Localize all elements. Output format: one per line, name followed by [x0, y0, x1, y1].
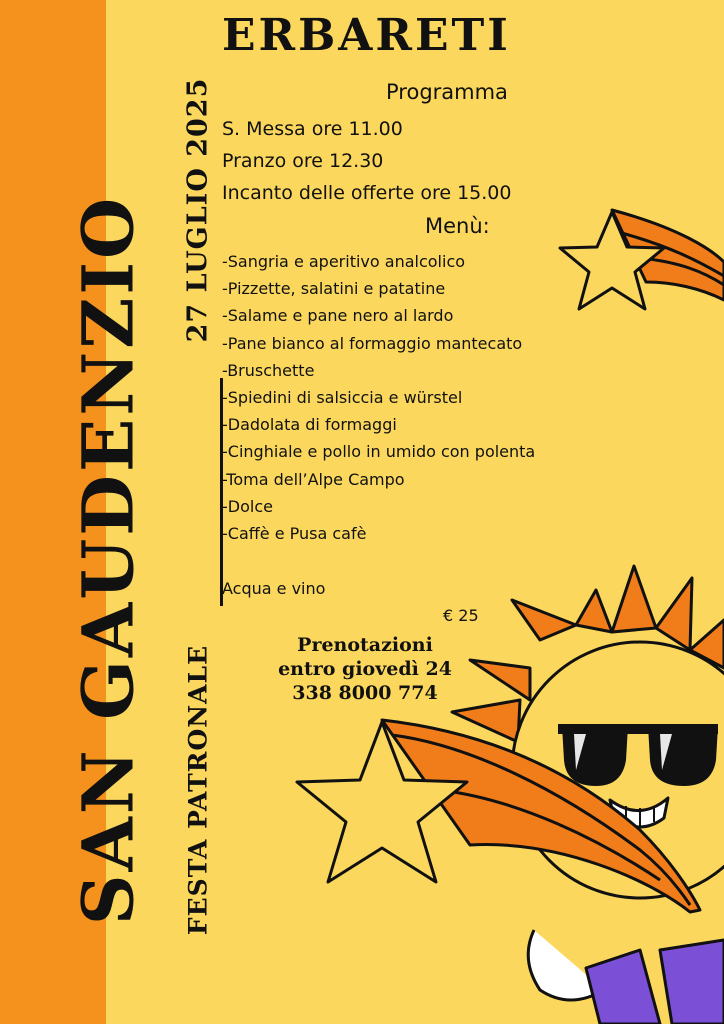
menu-heading: Menù: — [425, 214, 490, 238]
location-name: ERBARETI — [222, 10, 511, 61]
menu-item: -Salame e pane nero al lardo — [222, 306, 454, 326]
booking-info — [255, 633, 475, 705]
event-date: 27 LUGLIO 2025 — [182, 77, 214, 343]
program-item: Incanto delle offerte ore 15.00 — [222, 182, 512, 204]
program-heading: Programma — [386, 80, 508, 104]
booking-line: Prenotazioni — [297, 634, 433, 656]
menu-item: -Bruschette — [222, 360, 315, 380]
poster-title: SAN GAUDENZIO — [66, 194, 150, 926]
price: € 25 — [443, 606, 479, 625]
menu-item: -Toma dell’Alpe Campo — [222, 469, 405, 489]
drinks-note: Acqua e vino — [222, 579, 326, 598]
event-subtitle: FESTA PATRONALE — [183, 644, 213, 936]
menu-item: -Dadolata di formaggi — [222, 415, 397, 435]
booking-phone: 338 8000 774 — [292, 682, 438, 704]
menu-item: -Caffè e Pusa cafè — [222, 523, 367, 543]
menu-item: -Dolce — [222, 496, 273, 516]
menu-list — [222, 248, 535, 547]
menu-item: -Cinghiale e pollo in umido con polenta — [222, 442, 536, 462]
booking-deadline: entro giovedì 24 — [278, 658, 452, 680]
menu-item: -Pizzette, salatini e patatine — [222, 279, 446, 299]
menu-item: -Spiedini di salsiccia e würstel — [222, 387, 463, 407]
menu-item: -Sangria e aperitivo analcolico — [222, 252, 466, 271]
shooting-star-icon — [560, 210, 724, 309]
program-item: Pranzo ore 12.30 — [222, 150, 384, 172]
menu-item: -Pane bianco al formaggio mantecato — [222, 333, 523, 353]
program-item: S. Messa ore 11.00 — [222, 118, 403, 140]
